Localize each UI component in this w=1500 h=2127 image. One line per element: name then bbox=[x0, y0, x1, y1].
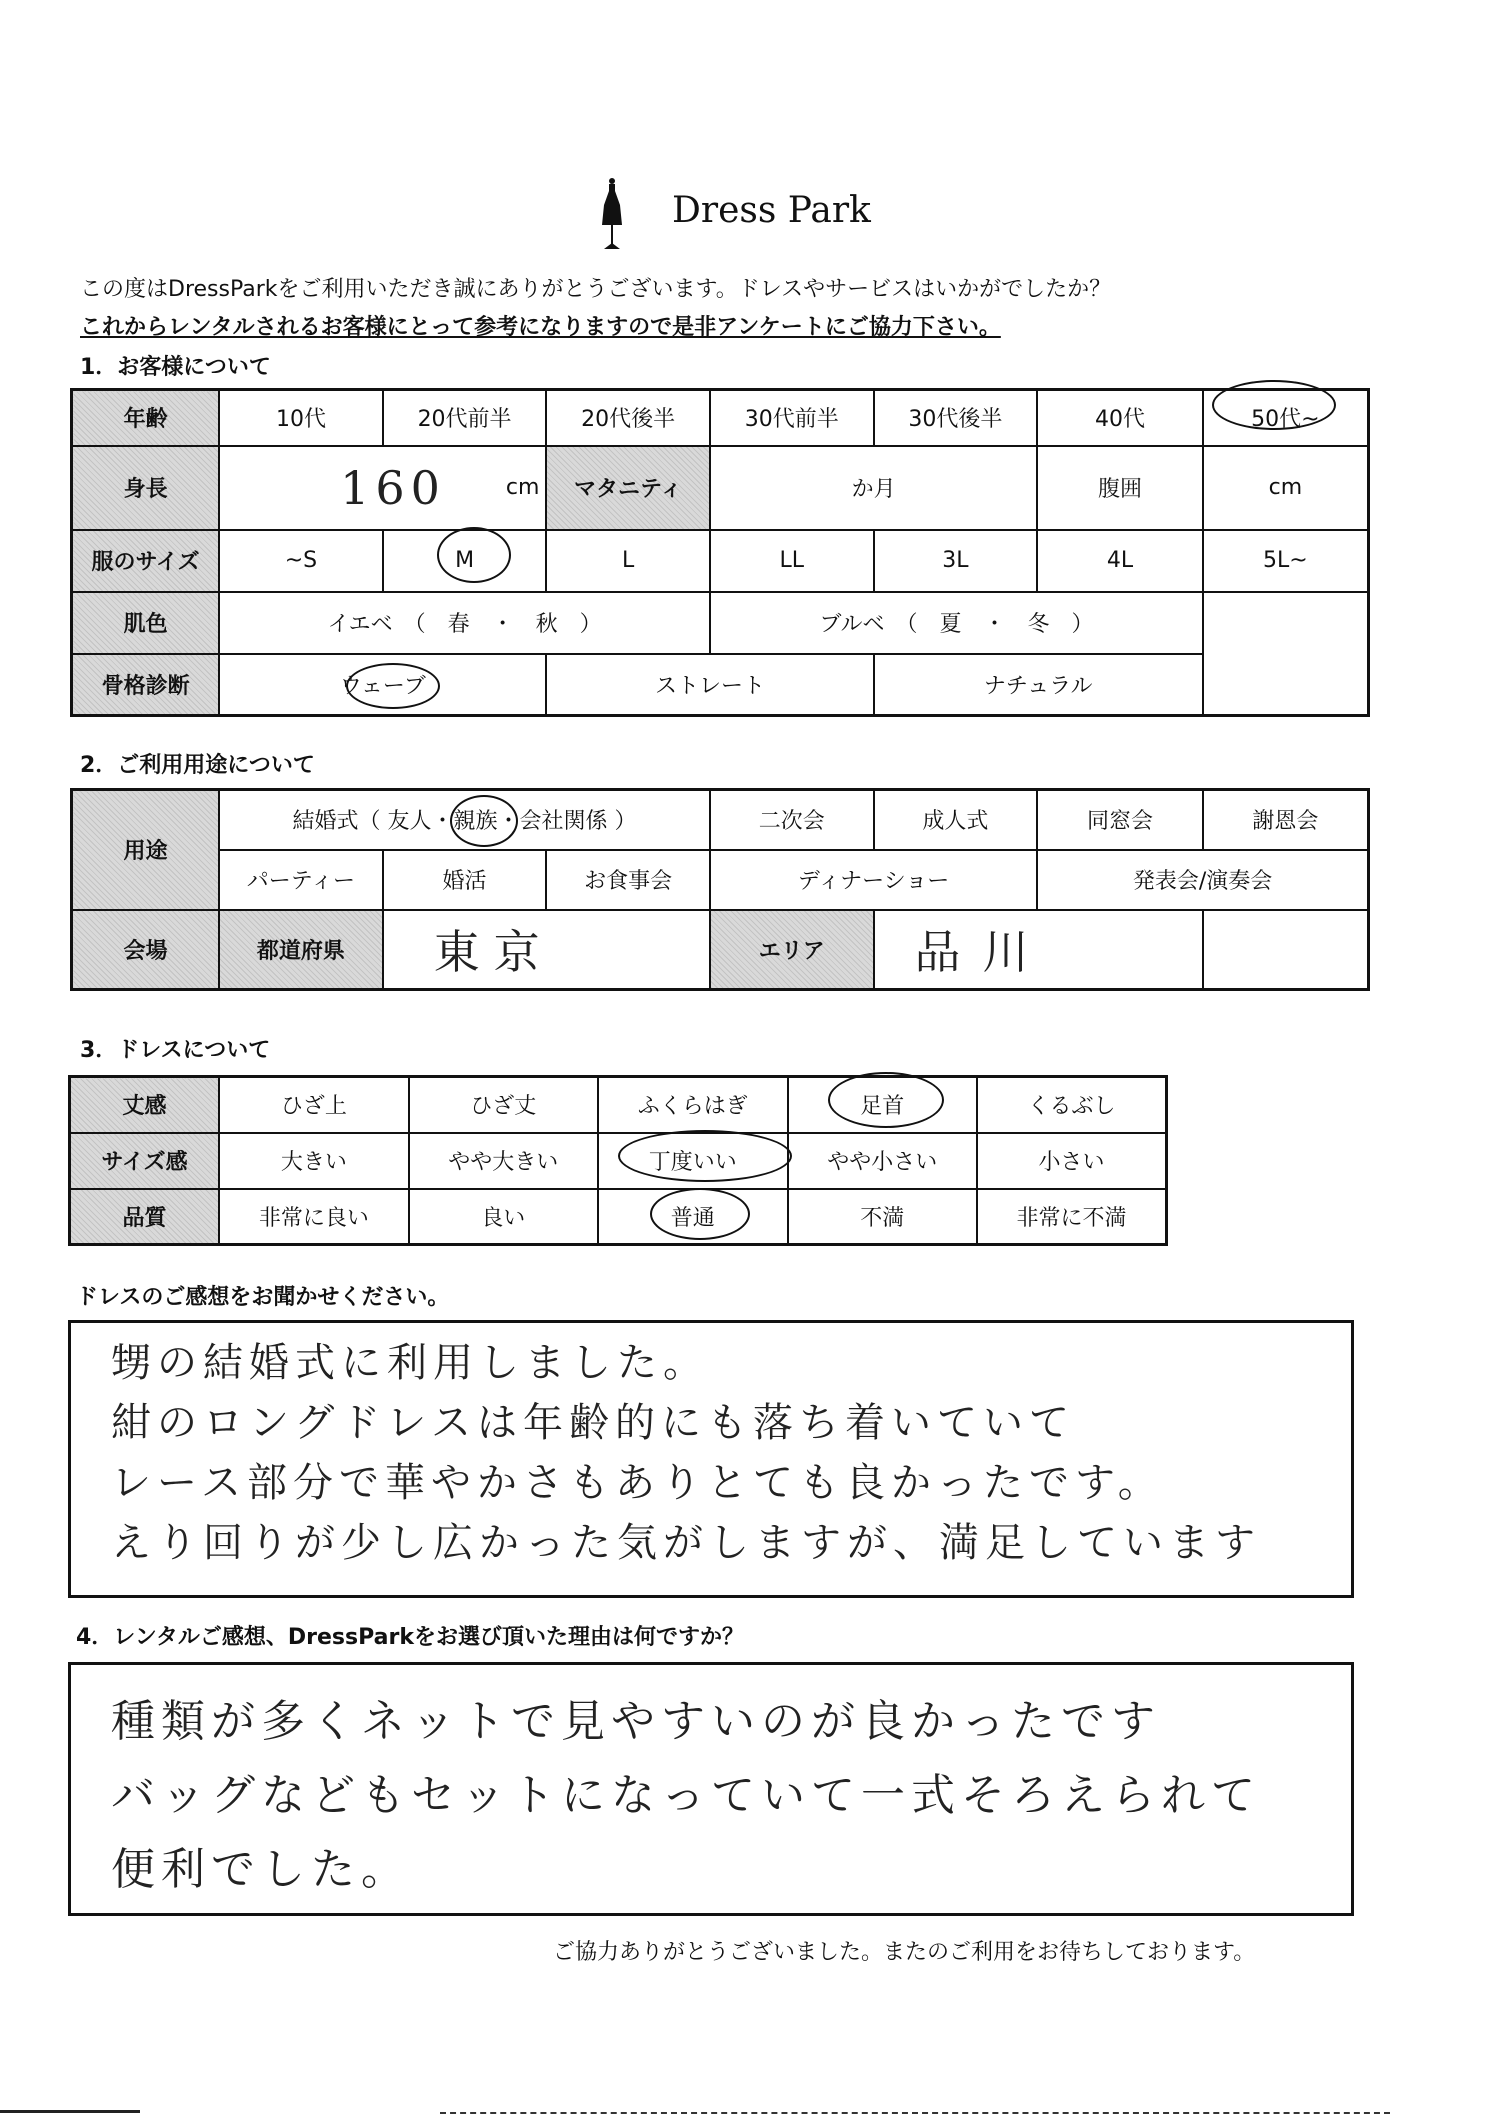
purpose-option[interactable]: 二次会 bbox=[710, 790, 874, 850]
purpose-option[interactable]: 謝恩会 bbox=[1203, 790, 1369, 850]
dress-row-label: サイズ感 bbox=[70, 1133, 220, 1189]
intro-text: この度はDressParkをご利用いただき誠にありがとうございます。ドレスやサービスはいかがでしたか？ bbox=[80, 277, 1112, 302]
age-option[interactable]: 30代前半 bbox=[710, 390, 874, 446]
size-option[interactable]: 5L~ bbox=[1203, 530, 1369, 592]
dress-option[interactable]: ひざ丈 bbox=[409, 1077, 598, 1133]
size-option[interactable]: 4L bbox=[1037, 530, 1203, 592]
frame-option-selected[interactable]: ウェーブ bbox=[219, 654, 546, 716]
size-option[interactable]: 3L bbox=[874, 530, 1038, 592]
frame-option[interactable]: ナチュラル bbox=[874, 654, 1203, 716]
purpose-option[interactable]: ディナーショー bbox=[710, 850, 1037, 910]
reason-box[interactable] bbox=[68, 1662, 1354, 1916]
dress-option[interactable]: 良い bbox=[409, 1189, 598, 1245]
frame-row bbox=[72, 654, 1369, 716]
age-option[interactable]: 20代後半 bbox=[546, 390, 710, 446]
age-option[interactable]: 40代 bbox=[1037, 390, 1203, 446]
dress-option-selected[interactable]: 丁度いい bbox=[598, 1133, 787, 1189]
age-option[interactable]: 10代 bbox=[219, 390, 383, 446]
prefecture-label: 都道府県 bbox=[219, 910, 383, 990]
dress-option[interactable]: 小さい bbox=[977, 1133, 1167, 1189]
dress-row-size bbox=[70, 1133, 1167, 1189]
purpose-option[interactable]: お食事会 bbox=[546, 850, 710, 910]
age-row bbox=[72, 390, 1369, 446]
dress-row-label: 品質 bbox=[70, 1189, 220, 1245]
age-option[interactable]: 30代後半 bbox=[874, 390, 1038, 446]
height-field[interactable] bbox=[219, 446, 546, 530]
months-label: か月 bbox=[851, 477, 896, 502]
impressions-title: ドレスのご感想をお聞かせください。 bbox=[76, 1285, 450, 1310]
area-field[interactable] bbox=[874, 910, 1203, 990]
quality-selection-circle bbox=[650, 1188, 750, 1240]
purpose-option[interactable]: 婚活 bbox=[383, 850, 547, 910]
purpose-selection-circle bbox=[450, 795, 518, 847]
scan-edge-line bbox=[440, 2112, 1390, 2114]
prefecture-field[interactable] bbox=[383, 910, 710, 990]
dress-option[interactable]: やや大きい bbox=[409, 1133, 598, 1189]
dress-option[interactable]: やや小さい bbox=[788, 1133, 977, 1189]
frame-selection-circle bbox=[346, 663, 440, 709]
size-option-selected[interactable]: M bbox=[383, 530, 547, 592]
purpose-option-wedding[interactable]: 結婚式（ 友人・親族・会社関係 ） bbox=[219, 790, 710, 850]
dress-option[interactable]: ひざ上 bbox=[219, 1077, 408, 1133]
age-option[interactable]: 20代前半 bbox=[383, 390, 547, 446]
scan-edge-line bbox=[0, 2110, 140, 2113]
age-option-selected[interactable]: 50代~ bbox=[1203, 390, 1369, 446]
footer-thanks: ご協力ありがとうございました。またのご利用をお待ちしております。 bbox=[553, 1940, 1256, 1965]
dress-option[interactable]: くるぶし bbox=[977, 1077, 1167, 1133]
purpose-option[interactable]: 発表会/演奏会 bbox=[1037, 850, 1368, 910]
size-label: 服のサイズ bbox=[72, 530, 220, 592]
size-option[interactable]: LL bbox=[710, 530, 874, 592]
section2-title: 2．ご利用用途について bbox=[80, 753, 315, 778]
dress-form-icon bbox=[600, 175, 660, 255]
dress-option-selected[interactable]: 普通 bbox=[598, 1189, 787, 1245]
section3-title: 3．ドレスについて bbox=[80, 1038, 271, 1063]
reason-line: 便利でした。 bbox=[111, 1844, 411, 1895]
dress-option[interactable]: 大きい bbox=[219, 1133, 408, 1189]
area-value: 品川 bbox=[914, 925, 1051, 980]
waist-label: 腹囲 bbox=[1037, 446, 1203, 530]
blue-base-option[interactable]: ブルベ （ 夏 ・ 冬 ） bbox=[710, 592, 1203, 654]
section1-title: 1．お客様について bbox=[80, 355, 271, 380]
yellow-base-option[interactable]: イエベ （ 春 ・ 秋 ） bbox=[219, 592, 710, 654]
dress-row-length bbox=[70, 1077, 1167, 1133]
dress-option[interactable]: ふくらはぎ bbox=[598, 1077, 787, 1133]
dress-option-selected[interactable]: 足首 bbox=[788, 1077, 977, 1133]
area-label: エリア bbox=[710, 910, 874, 990]
prefecture-value: 東京 bbox=[433, 925, 554, 980]
impressions-line: レース部分で華やかさもありとても良かったです。 bbox=[111, 1460, 1164, 1506]
maternity-label: マタニティ bbox=[546, 446, 710, 530]
size-feel-selection-circle bbox=[618, 1130, 792, 1182]
waist-unit: cm bbox=[1268, 475, 1303, 500]
purpose-option[interactable]: 成人式 bbox=[874, 790, 1038, 850]
reason-line: バッグなどもセットになっていて一式そろえられて bbox=[111, 1770, 1261, 1821]
dress-row-quality bbox=[70, 1189, 1167, 1245]
impressions-line: 甥の結婚式に利用しました。 bbox=[111, 1340, 709, 1386]
dress-option[interactable]: 不満 bbox=[788, 1189, 977, 1245]
frame-label: 骨格診断 bbox=[72, 654, 220, 716]
logo-text: Dress Park bbox=[672, 190, 871, 231]
purpose-option[interactable]: パーティー bbox=[219, 850, 383, 910]
reason-line: 種類が多くネットで見やすいのが良かったです bbox=[111, 1696, 1161, 1747]
size-row bbox=[72, 530, 1369, 592]
dress-row-label: 丈感 bbox=[70, 1077, 220, 1133]
intro-request: これからレンタルされるお客様にとって参考になりますので是非アンケートにご協力下さい。 bbox=[80, 315, 1001, 340]
age-label: 年齢 bbox=[72, 390, 220, 446]
frame-option[interactable]: ストレート bbox=[546, 654, 873, 716]
purpose-label: 用途 bbox=[72, 790, 220, 910]
impressions-line: えり回りが少し広かった気がしますが、満足しています bbox=[111, 1520, 1261, 1566]
purpose-table bbox=[70, 788, 1370, 991]
waist-field[interactable] bbox=[1203, 446, 1369, 530]
skin-row bbox=[72, 592, 1369, 654]
size-option[interactable]: L bbox=[546, 530, 710, 592]
dress-option[interactable]: 非常に不満 bbox=[977, 1189, 1167, 1245]
section4-title: 4．レンタルご感想、DressParkをお選び頂いた理由は何ですか？ bbox=[76, 1625, 744, 1650]
dress-option[interactable]: 非常に良い bbox=[219, 1189, 408, 1245]
size-option[interactable]: ~S bbox=[219, 530, 383, 592]
customer-table bbox=[70, 388, 1370, 717]
impressions-box[interactable] bbox=[68, 1320, 1354, 1598]
dress-table bbox=[68, 1075, 1168, 1246]
purpose-option[interactable]: 同窓会 bbox=[1037, 790, 1203, 850]
maternity-months-field[interactable] bbox=[710, 446, 1037, 530]
purpose-row-1 bbox=[72, 790, 1369, 850]
height-unit: cm bbox=[505, 474, 540, 500]
age-selection-circle bbox=[1212, 380, 1336, 430]
length-selection-circle bbox=[828, 1072, 944, 1128]
venue-row bbox=[72, 910, 1369, 990]
height-row bbox=[72, 446, 1369, 530]
size-selection-circle bbox=[437, 527, 511, 583]
skin-label: 肌色 bbox=[72, 592, 220, 654]
venue-label: 会場 bbox=[72, 910, 220, 990]
impressions-line: 紺のロングドレスは年齢的にも落ち着いていて bbox=[111, 1400, 1075, 1446]
purpose-row-2 bbox=[72, 850, 1369, 910]
height-value: 160 bbox=[340, 460, 446, 515]
height-label: 身長 bbox=[72, 446, 220, 530]
